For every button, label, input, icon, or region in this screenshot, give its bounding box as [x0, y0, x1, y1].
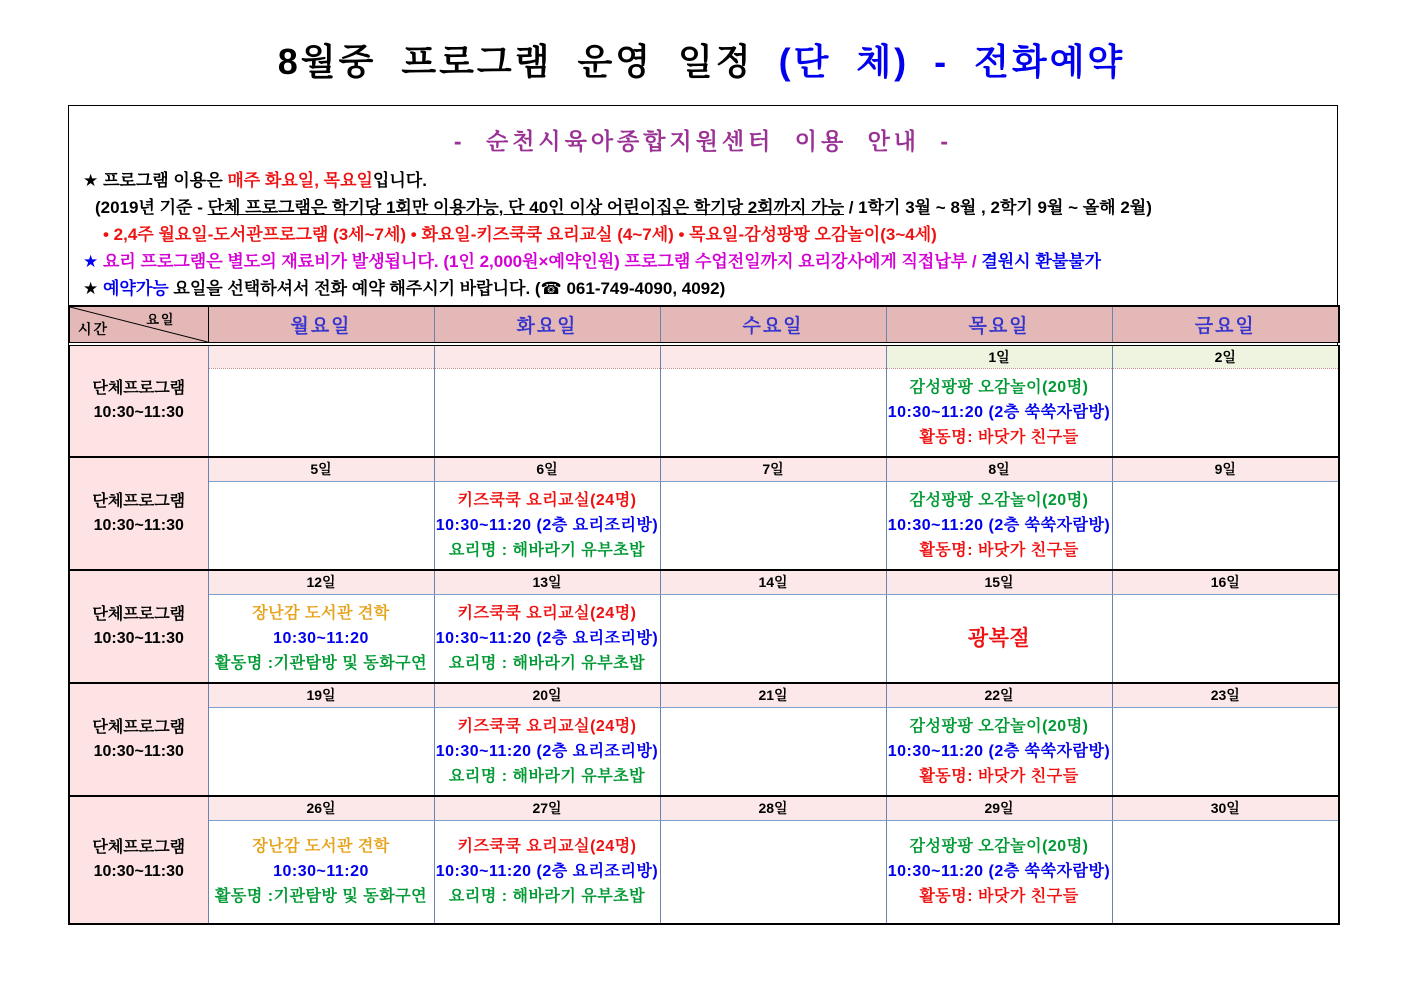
notice-line-5-blue: 예약가능: [102, 279, 169, 298]
notice-line-2-underline: 단체 프로그램은 학기당 1회만 이용가능, 단 40인 이상 어린이집은 학기당 2회까지 가능: [207, 198, 844, 217]
program-line: 활동명: 바닷가 친구들: [919, 888, 1079, 906]
corner-time-label: 시간: [78, 321, 110, 337]
program-line: 10:30~11:20 (2층 요리조리방): [435, 863, 659, 881]
notice-line-5: [83, 275, 1337, 302]
date-cell: 28일: [660, 796, 886, 820]
program-line: 10:30~11:20 (2층 요리조리방): [435, 629, 659, 647]
day-header-row: [69, 306, 1339, 344]
time-label-cell: [69, 570, 208, 683]
program-cell: [660, 368, 886, 457]
date-cell: 20일: [434, 683, 660, 707]
program-cell: [1112, 594, 1339, 683]
week5-content-row: [69, 820, 1339, 924]
week4-date-row: [69, 683, 1339, 707]
program-cell: [208, 707, 434, 796]
program-line: 10:30~11:20 (2층 요리조리방): [435, 742, 659, 760]
star-icon: ★: [83, 279, 103, 298]
day-header-friday: 금요일: [1112, 306, 1339, 344]
date-cell: 2일: [1112, 344, 1339, 368]
date-cell: [208, 344, 434, 368]
program-line: 10:30~11:20 (2층 쑥쑥자람방): [887, 403, 1111, 421]
program-cell: [660, 820, 886, 924]
program-cell: [208, 594, 434, 683]
program-line: 감성팡팡 오감놀이(20명): [909, 378, 1089, 396]
program-line: 키즈쿡쿡 요리교실(24명): [457, 717, 637, 735]
time-label-cell: [69, 796, 208, 924]
program-line: 장난감 도서관 견학: [252, 838, 390, 856]
day-header-thursday: 목요일: [886, 306, 1112, 344]
program-line: 요리명 : 해바라기 유부초밥: [448, 888, 646, 906]
notice-line-4: [83, 248, 1337, 275]
time-label-cell: [69, 344, 208, 457]
program-line: 10:30~11:20 (2층 요리조리방): [435, 516, 659, 534]
program-line: 키즈쿡쿡 요리교실(24명): [457, 604, 637, 622]
program-line: 감성팡팡 오감놀이(20명): [909, 838, 1089, 856]
time-label: 10:30~11:30: [93, 863, 184, 880]
program-label: 단체프로그램: [92, 492, 186, 510]
date-cell: 27일: [434, 796, 660, 820]
schedule-table: [68, 305, 1340, 925]
date-cell: 1일: [886, 344, 1112, 368]
program-cell holiday-cell: [886, 594, 1112, 683]
date-cell: 13일: [434, 570, 660, 594]
program-line: 활동명 :기관탐방 및 동화구연: [214, 654, 428, 672]
week2-date-row: [69, 457, 1339, 481]
program-cell: [1112, 368, 1339, 457]
program-cell: [208, 820, 434, 924]
notice-line-1-text: 프로그램 이용은: [102, 171, 228, 190]
time-label: 10:30~11:30: [93, 404, 184, 421]
date-cell: 15일: [886, 570, 1112, 594]
time-label: 10:30~11:30: [93, 629, 184, 647]
star-icon: ★: [83, 171, 103, 190]
program-cell: [434, 820, 660, 924]
date-cell: 19일: [208, 683, 434, 707]
notice-lines: [83, 167, 1337, 302]
notice-sheet: [68, 105, 1338, 925]
program-cell: [434, 368, 660, 457]
program-cell: [1112, 481, 1339, 570]
date-cell: 30일: [1112, 796, 1339, 820]
program-line: 요리명 : 해바라기 유부초밥: [448, 654, 646, 672]
program-label: 단체프로그램: [92, 839, 186, 856]
program-line: 장난감 도서관 견학: [252, 604, 390, 622]
program-line: 감성팡팡 오감놀이(20명): [909, 717, 1089, 735]
week5-date-row: [69, 796, 1339, 820]
program-cell: [660, 707, 886, 796]
time-label-cell: [69, 683, 208, 796]
corner-cell: [69, 306, 208, 344]
date-cell: 6일: [434, 457, 660, 481]
page-title: [0, 34, 1403, 85]
program-line: 활동명 :기관탐방 및 동화구연: [214, 888, 428, 906]
date-cell: 23일: [1112, 683, 1339, 707]
program-line: 10:30~11:20 (2층 쑥쑥자람방): [887, 742, 1111, 760]
program-line: 요리명 : 해바라기 유부초밥: [448, 541, 646, 559]
date-cell: 29일: [886, 796, 1112, 820]
program-cell: [886, 820, 1112, 924]
program-line: 요리명 : 해바라기 유부초밥: [448, 767, 646, 785]
week3-content-row: [69, 594, 1339, 683]
week2-content-row: [69, 481, 1339, 570]
notice-line-2-pre: (2019년 기준 -: [95, 198, 208, 217]
notice-line-1: [83, 167, 1337, 194]
program-label: 단체프로그램: [92, 718, 186, 736]
page-title-accent: (단 체) - 전화예약: [778, 41, 1126, 82]
program-cell: [434, 594, 660, 683]
notice-line-1-post: 입니다.: [372, 171, 427, 190]
program-cell: [886, 368, 1112, 457]
corner-day-label: 요일: [146, 312, 176, 327]
program-cell: [434, 481, 660, 570]
time-label: 10:30~11:30: [93, 742, 184, 760]
program-line: 10:30~11:20 (2층 쑥쑥자람방): [887, 516, 1111, 534]
page-title-main: 8월중 프로그램 운영 일정: [277, 41, 779, 82]
time-label-cell: [69, 457, 208, 570]
day-header-tuesday: 화요일: [434, 306, 660, 344]
program-cell: [660, 481, 886, 570]
notice-line-3: • 2,4주 월요일-도서관프로그램 (3세~7세) • 화요일-키즈쿡쿡 요리교실 (4~7세) • 목요일-감성팡팡 오감놀이(3~4세): [103, 225, 937, 244]
date-cell: 12일: [208, 570, 434, 594]
program-line: 키즈쿡쿡 요리교실(24명): [457, 491, 637, 509]
program-cell: [1112, 820, 1339, 924]
week4-content-row: [69, 707, 1339, 796]
date-cell: [660, 344, 886, 368]
week1-content-row: [69, 368, 1339, 457]
program-cell: [1112, 707, 1339, 796]
program-cell: [208, 481, 434, 570]
program-label: 단체프로그램: [92, 380, 186, 397]
date-cell: 9일: [1112, 457, 1339, 481]
program-cell: [886, 481, 1112, 570]
notice-line-5-rest: 요일을 선택하셔서 전화 예약 해주시기 바랍니다. (☎ 061-749-4090, 4092): [168, 279, 726, 298]
date-cell: 14일: [660, 570, 886, 594]
date-cell: 21일: [660, 683, 886, 707]
program-line: 10:30~11:20: [273, 863, 369, 881]
day-header-monday: 월요일: [208, 306, 434, 344]
program-line: 감성팡팡 오감놀이(20명): [909, 491, 1089, 509]
date-cell: 16일: [1112, 570, 1339, 594]
program-line: 활동명: 바닷가 친구들: [919, 428, 1079, 446]
notice-line-2-post: / 1학기 3월 ~ 8월 , 2학기 9월 ~ 올해 2월): [844, 198, 1152, 217]
program-line: 활동명: 바닷가 친구들: [919, 767, 1079, 785]
notice-line-2: [83, 194, 1337, 221]
star-icon: ★: [83, 252, 103, 271]
week3-date-row: [69, 570, 1339, 594]
date-cell: 26일: [208, 796, 434, 820]
program-line: 활동명: 바닷가 친구들: [919, 541, 1079, 559]
date-cell: 22일: [886, 683, 1112, 707]
notice-subtitle: - 순천시육아종합지원센터 이용 안내 -: [453, 128, 953, 154]
program-cell: [208, 368, 434, 457]
date-cell: 7일: [660, 457, 886, 481]
date-cell: 8일: [886, 457, 1112, 481]
notice-line-4-blue: 결원시 환불불가: [981, 252, 1102, 271]
date-cell: 5일: [208, 457, 434, 481]
program-line: 키즈쿡쿡 요리교실(24명): [457, 838, 637, 856]
program-cell: [434, 707, 660, 796]
day-header-wednesday: 수요일: [660, 306, 886, 344]
program-cell: [660, 594, 886, 683]
notice-line-1-red: 매주 화요일, 목요일: [227, 171, 373, 190]
program-line: 10:30~11:20: [273, 629, 369, 647]
date-cell: [434, 344, 660, 368]
week1-date-row: [69, 344, 1339, 368]
time-label: 10:30~11:30: [93, 516, 184, 534]
program-label: 단체프로그램: [92, 605, 186, 623]
program-line: 10:30~11:20 (2층 쑥쑥자람방): [887, 863, 1111, 881]
program-cell: [886, 707, 1112, 796]
notice-line-4-magenta: 요리 프로그램은 별도의 재료비가 발생됩니다. (1인 2,000원×예약인원) 프로그램 수업전일까지 요리강사에게 직접납부 /: [102, 252, 982, 271]
program-line: 광복절: [967, 626, 1031, 650]
